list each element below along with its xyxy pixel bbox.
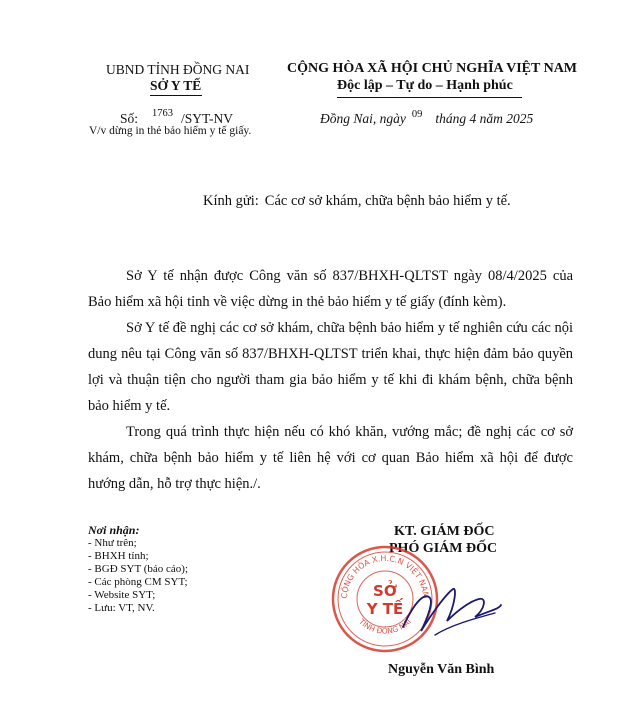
- document-date: [320, 111, 533, 127]
- handwritten-signature: [395, 575, 505, 650]
- signature-title: KT. GIÁM ĐỐC: [394, 524, 495, 539]
- number-suffix: /SYT-NV: [181, 111, 234, 126]
- signature-position: PHÓ GIÁM ĐỐC: [389, 541, 498, 556]
- receivers-title: Nơi nhận:: [88, 523, 140, 537]
- body-paragraph: Sở Y tế đề nghị các cơ sở khám, chữa bệnh bảo hiểm y tế nghiên cứu các nội dung nêu tại Công văn số 837/BHXH-QLTST triển khai, thực hiện đảm bảo quyền lợi và thuận tiện cho người tham gia bảo hiểm y tế khi đi khám bệnh, chữa bệnh bảo hiểm y tế.: [88, 320, 573, 414]
- seal-center-line2: Y TẾ: [366, 600, 404, 618]
- body-paragraph: Trong quá trình thực hiện nếu có khó khăn, vướng mắc; đề nghị các cơ sở khám, chữa bệnh bảo hiểm y tế liên hệ với cơ quan Bảo hiểm xã hội để được hướng dẫn, hỗ trợ thực hiện./.: [88, 424, 573, 492]
- receiver-item: - BHXH tỉnh;: [88, 550, 149, 562]
- motto-underline: [337, 97, 522, 98]
- date-prefix: Đồng Nai, ngày: [320, 111, 406, 126]
- seal-ring-bottom: TỈNH ĐỒNG NAI: [357, 617, 413, 636]
- org-name: SỞ Y TẾ: [150, 78, 202, 93]
- seal-ring-text: CỘNG HÒA X.H.C.N VIỆT NAM: [339, 553, 431, 599]
- seal-center-line1: SỞ: [373, 582, 397, 600]
- receiver-item: - Các phòng CM SYT;: [88, 576, 188, 588]
- body-paragraph: Sở Y tế nhận được Công văn số 837/BHXH-QLTST ngày 08/4/2025 của Bảo hiểm xã hội tỉnh về việc dừng in thẻ bảo hiểm y tế giấy (đính kèm).: [88, 268, 573, 310]
- receivers-list: [88, 537, 188, 615]
- recipient-label: Kính gửi:: [203, 193, 259, 209]
- recipient-line: [203, 193, 511, 210]
- date-suffix: tháng 4 năm 2025: [435, 111, 534, 126]
- body-content: [88, 263, 573, 497]
- nation-title: CỘNG HÒA XÃ HỘI CHỦ NGHĨA VIỆT NAM: [287, 61, 578, 76]
- org-parent: UBND TỈNH ĐỒNG NAI: [106, 62, 250, 77]
- number-value: 1763: [152, 108, 174, 119]
- document-subject: V/v dừng in thẻ bảo hiểm y tế giấy.: [89, 125, 252, 137]
- date-day: 09: [411, 109, 423, 120]
- receiver-item: - BGĐ SYT (báo cáo);: [88, 563, 188, 575]
- recipient-value: Các cơ sở khám, chữa bệnh bảo hiểm y tế.: [264, 193, 511, 209]
- receiver-item: - Như trên;: [88, 537, 137, 549]
- nation-motto: Độc lập – Tự do – Hạnh phúc: [337, 78, 513, 93]
- signer-name: Nguyễn Văn Bình: [388, 662, 495, 677]
- org-underline: [150, 95, 202, 96]
- number-label: Số:: [120, 111, 139, 126]
- receiver-item: - Website SYT;: [88, 589, 156, 601]
- receiver-item: - Lưu: VT, NV.: [88, 602, 155, 614]
- receivers-block: [88, 524, 188, 615]
